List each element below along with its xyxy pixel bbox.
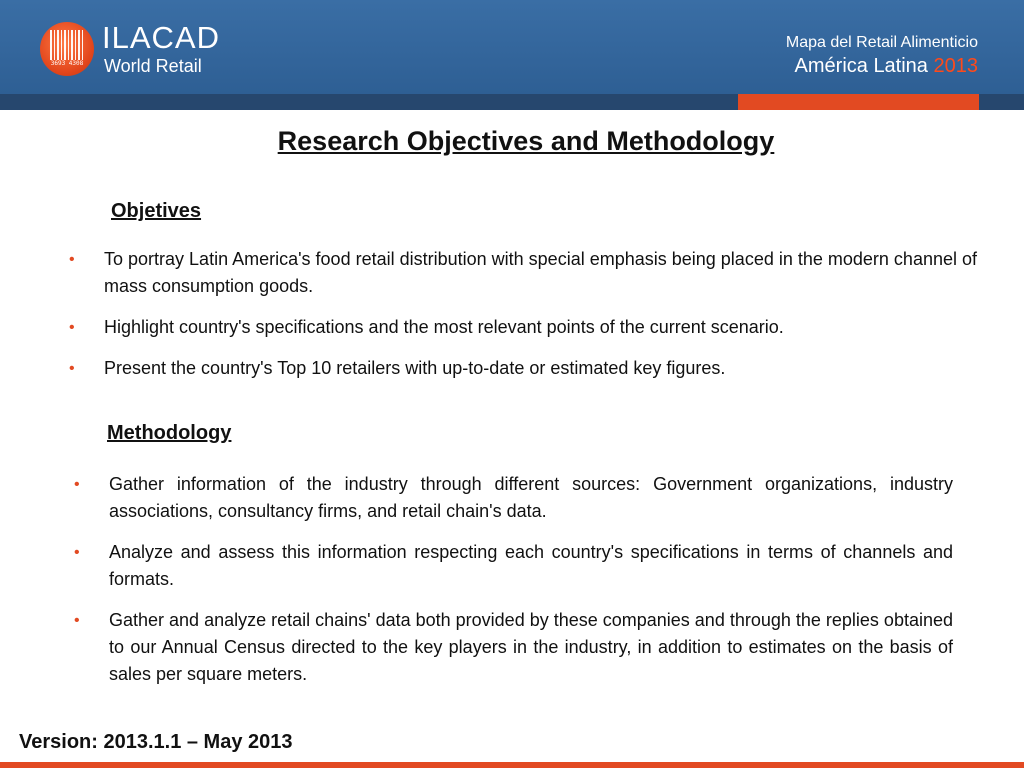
list-item	[66, 246, 977, 300]
list-item	[71, 539, 953, 593]
methodology-text: Analyze and assess this information respecting each country's specifications in terms of channels and formats.	[109, 542, 953, 589]
header-region: América Latina	[794, 55, 928, 77]
methodology-text: Gather information of the industry through different sources: Government organizations, industry associations, consultancy firms, and retail chain's data.	[109, 474, 953, 521]
list-item	[66, 355, 977, 382]
bullet-icon: •	[69, 360, 75, 377]
header-band-accent	[738, 94, 979, 110]
bullet-icon: •	[69, 319, 75, 336]
objectives-heading: Objetives	[111, 200, 202, 222]
version-label: Version: 2013.1.1 – May 2013	[19, 731, 293, 753]
barcode-icon	[50, 30, 84, 60]
methodology-text: Gather and analyze retail chains' data both provided by these companies and through the replies obtained to our Annual Census directed to the key players in the industry, in addition to estimates on the basis of sales per square meters.	[109, 610, 953, 684]
list-item	[71, 471, 953, 525]
footer-accent-line	[0, 762, 1024, 768]
bullet-icon: •	[74, 476, 80, 493]
logo-subtitle: World Retail	[104, 56, 202, 76]
barcode-digits: 3693 4308	[50, 60, 84, 67]
objective-text: To portray Latin America's food retail distribution with special emphasis being placed in the modern channel of mass consumption goods.	[104, 249, 977, 296]
header-bar	[0, 0, 1024, 94]
header-title-block	[786, 33, 978, 79]
list-item	[71, 607, 953, 688]
objectives-list	[66, 246, 977, 382]
page-title: Research Objectives and Methodology	[277, 126, 775, 156]
header-title-line1: Mapa del Retail Alimenticio	[785, 34, 978, 51]
header-year: 2013	[933, 55, 978, 77]
logo-name: ILACAD	[102, 20, 220, 55]
objective-text: Highlight country's specifications and the most relevant points of the current scenario.	[104, 317, 784, 337]
methodology-heading: Methodology	[107, 422, 232, 444]
header-title-line2	[786, 53, 978, 79]
barcode-globe-icon	[40, 22, 94, 76]
list-item	[66, 314, 977, 341]
objective-text: Present the country's Top 10 retailers with up-to-date or estimated key figures.	[104, 358, 726, 378]
methodology-list	[71, 471, 953, 688]
bullet-icon: •	[74, 544, 80, 561]
ilacad-logo	[40, 20, 240, 80]
bullet-icon: •	[74, 612, 80, 629]
bullet-icon: •	[69, 251, 75, 268]
